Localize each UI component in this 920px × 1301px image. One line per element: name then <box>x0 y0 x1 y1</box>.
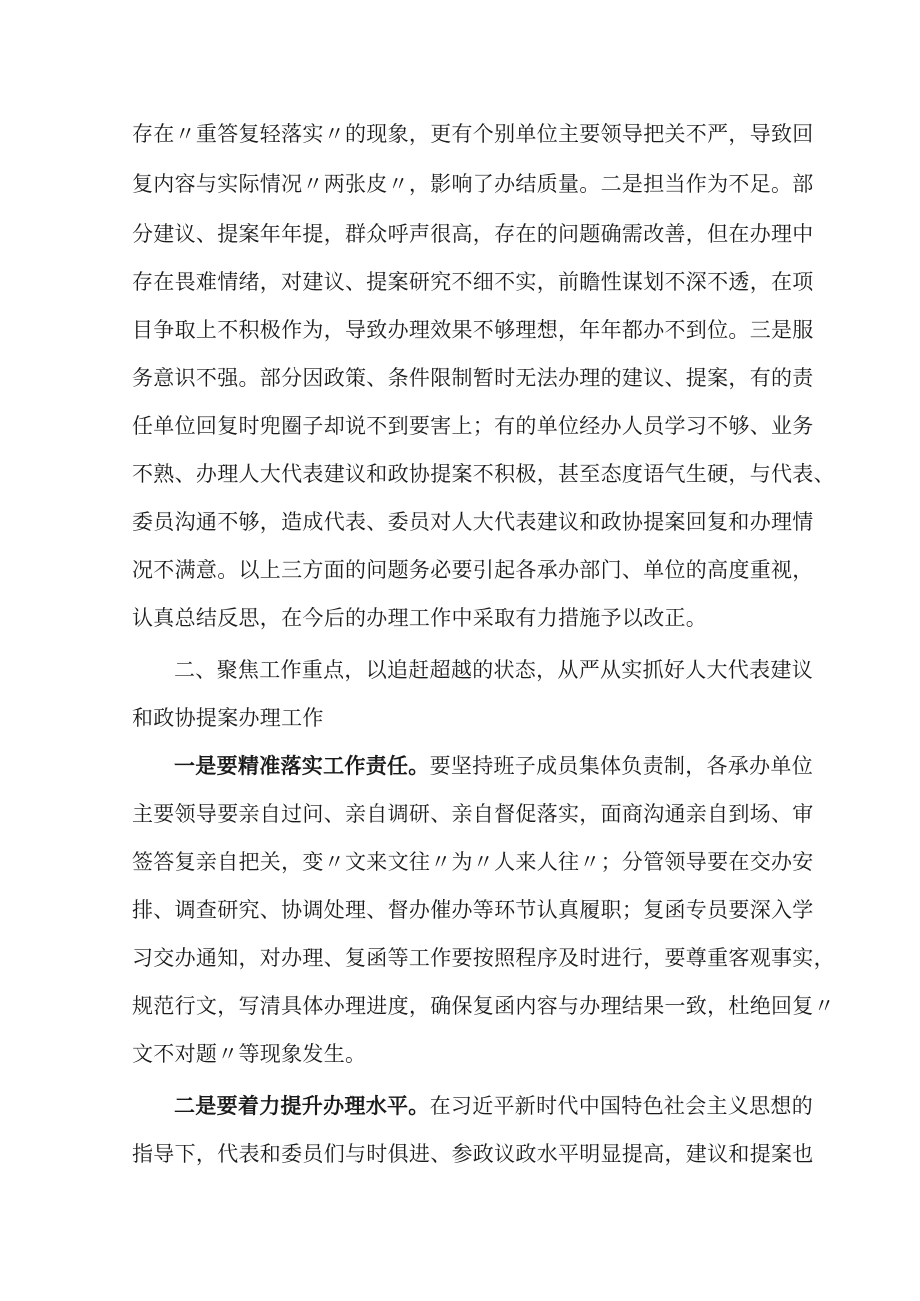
paragraph-line: 指导下，代表和委员们与时俱进、参政议政水平明显提高，建议和提案也 <box>132 1142 814 1166</box>
paragraph-line: 排、调查研究、协调处理、督办催办等环节认真履职；复函专员要深入学 <box>132 898 814 922</box>
item2-text: 在习近平新时代中国特色社会主义思想的 <box>429 1094 814 1118</box>
paragraph-line: 分建议、提案年年提，群众呼声很高，存在的问题确需改善，但在办理中 <box>132 222 814 246</box>
section-heading: 二、聚焦工作重点，以追赶超越的状态，从严从实抓好人大代表建议 <box>174 658 813 682</box>
paragraph-line: 委员沟通不够，造成代表、委员对人大代表建议和政协提案回复和办理情 <box>132 510 814 534</box>
paragraph-line: 存在〃重答复轻落实〃的现象，更有个别单位主要领导把关不严，导致回 <box>132 122 814 146</box>
item2-first-line <box>174 1086 813 1126</box>
paragraph-line: 文不对题〃等现象发生。 <box>132 1042 367 1066</box>
paragraph-line: 存在畏难情绪，对建议、提案研究不细不实，前瞻性谋划不深不透，在项 <box>132 270 814 294</box>
section-heading-continuation: 和政协提案办理工作 <box>132 706 324 730</box>
item1-text: 要坚持班子成员集体负责制，各承办单位 <box>429 754 814 778</box>
paragraph-line: 主要领导要亲自过问、亲自调研、亲自督促落实，面商沟通亲自到场、审 <box>132 802 814 826</box>
paragraph-line: 任单位回复时兜圈子却说不到要害上；有的单位经办人员学习不够、业务 <box>132 414 814 438</box>
paragraph-line: 不熟、办理人大代表建议和政协提案不积极，甚至态度语气生硬，与代表、 <box>132 462 835 486</box>
paragraph-line: 签答复亲自把关，变〃文来文往〃为〃人来人往〃；分管领导要在交办安 <box>132 850 814 874</box>
paragraph-line: 规范行文，写清具体办理进度，确保复函内容与办理结果一致，杜绝回复〃 <box>132 994 835 1018</box>
paragraph-line: 务意识不强。部分因政策、条件限制暂时无法办理的建议、提案，有的责 <box>132 366 814 390</box>
paragraph-line: 况不满意。以上三方面的问题务必要引起各承办部门、单位的高度重视， <box>132 558 814 582</box>
paragraph-line: 认真总结反思，在今后的办理工作中采取有力措施予以改正。 <box>132 606 708 630</box>
paragraph-line: 习交办通知，对办理、复函等工作要按照程序及时进行，要尊重客观事实， <box>132 946 835 970</box>
paragraph-line: 复内容与实际情况〃两张皮〃，影响了办结质量。二是担当作为不足。部 <box>132 172 814 196</box>
item1-first-line <box>174 746 813 786</box>
paragraph-line: 目争取上不积极作为，导致办理效果不够理想，年年都办不到位。三是服 <box>132 318 814 342</box>
item2-title: 二是要着力提升办理水平。 <box>174 1094 430 1118</box>
item1-title: 一是要精准落实工作责任。 <box>174 754 430 778</box>
